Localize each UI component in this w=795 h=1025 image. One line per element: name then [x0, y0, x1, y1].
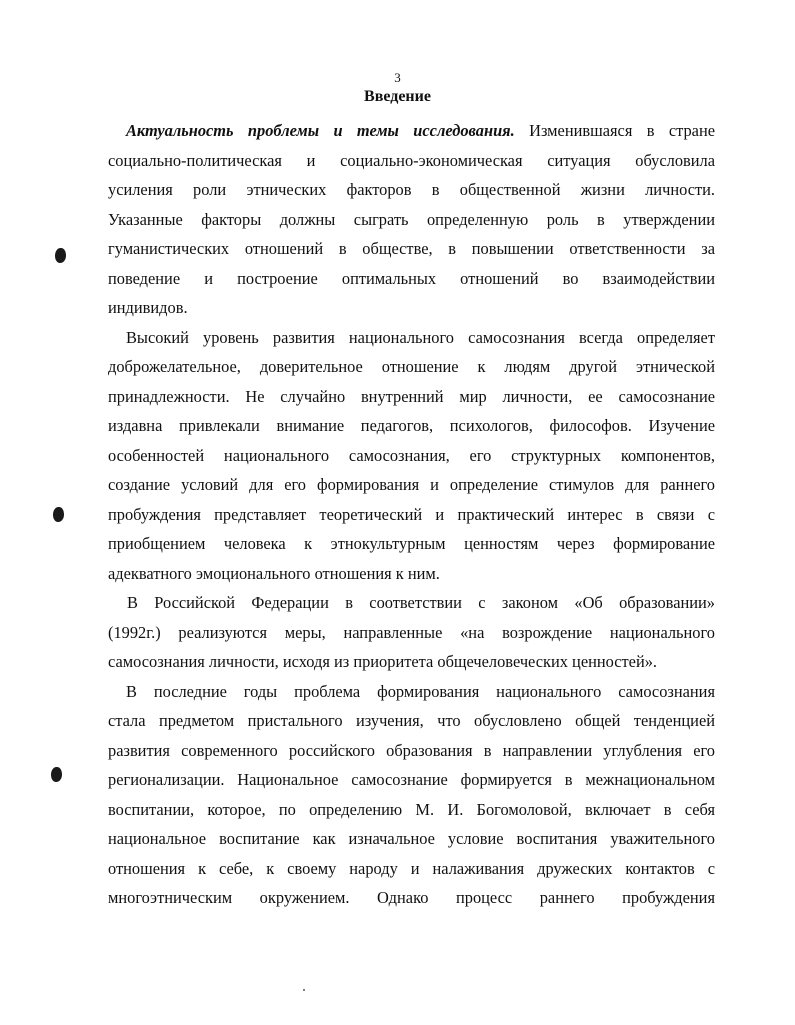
paragraph-4-line-3: развития современного российского образования в направлении углубления его — [108, 740, 715, 760]
page-number: 3 — [394, 70, 401, 85]
paragraph-2-line-5: особенностей национального самосознания, его структурных компонентов, — [108, 445, 715, 465]
page-heading: Введение — [364, 88, 431, 105]
punch-hole-mark — [55, 248, 66, 263]
paragraph-3-line-3: самосознания личности, исходя из приоритета общечеловеческих ценностей». — [108, 652, 658, 671]
paragraph-4-line-2: стала предметом пристального изучения, что обусловлено общей тенденцией — [108, 711, 715, 730]
paragraph-1-line-2: социально-политическая и социально-экономическая ситуация обусловила — [108, 150, 715, 170]
scan-speck — [303, 989, 305, 991]
paragraph-1-line-6: поведение и построение оптимальных отношений во взаимодействии — [108, 268, 715, 288]
paragraph-2-line-1: Высокий уровень развития национального самосознания всегда определяет — [126, 327, 715, 347]
paragraph-4-line-8: многоэтническим окружением. Однако процесс раннего пробуждения — [108, 888, 715, 907]
paragraph-4-line-7: отношения к себе, к своему народу и налаживания дружеских контактов с — [108, 858, 715, 878]
paragraph-4-line-6: национальное воспитание как изначальное условие воспитания уважительного — [108, 829, 715, 848]
paragraph-2-line-3: принадлежности. Не случайно внутренний мир личности, ее самосознание — [108, 386, 715, 406]
paragraph-1-line-7: индивидов. — [108, 298, 188, 317]
document-body — [108, 116, 715, 913]
paragraph-1-line-1: Актуальность проблемы и темы исследования. Изменившаяся в стране — [126, 121, 715, 140]
paragraph-1-line-3: усиления роли этнических факторов в общественной жизни личности. — [108, 180, 715, 199]
paragraph-1-line-4: Указанные факторы должны сыграть определенную роль в утверждении — [108, 209, 715, 229]
paragraph-2-line-9: адекватного эмоционального отношения к ним. — [108, 563, 440, 583]
paragraph-2-line-6: создание условий для его формирования и определение стимулов для раннего — [108, 475, 715, 494]
paragraph-3-line-2: (1992г.) реализуются меры, направленные «на возрождение национального — [108, 622, 715, 642]
punch-hole-mark — [51, 767, 62, 782]
paragraph-4-line-1: В последние годы проблема формирования национального самосознания — [126, 681, 715, 701]
paragraph-4-line-4: регионализации. Национальное самосознание формируется в межнациональном — [108, 770, 715, 789]
paragraph-2-line-4: издавна привлекали внимание педагогов, психологов, философов. Изучение — [108, 416, 715, 435]
paragraph-4-line-5: воспитании, которое, по определению М. И. Богомоловой, включает в себя — [108, 799, 715, 819]
lead-phrase: Актуальность проблемы и темы исследования. — [126, 121, 515, 140]
paragraph-2-line-2: доброжелательное, доверительное отношение к людям другой этнической — [108, 357, 715, 376]
paragraph-3-line-1: В Российской Федерации в соответствии с законом «Об образовании» — [127, 593, 715, 612]
paragraph-2-line-7: пробуждения представляет теоретический и практический интерес в связи с — [108, 504, 715, 524]
punch-hole-mark — [53, 507, 64, 522]
paragraph-1-line-5: гуманистических отношений в обществе, в повышении ответственности за — [108, 239, 715, 258]
paragraph-2-line-8: приобщением человека к этнокультурным ценностям через формирование — [108, 534, 715, 553]
